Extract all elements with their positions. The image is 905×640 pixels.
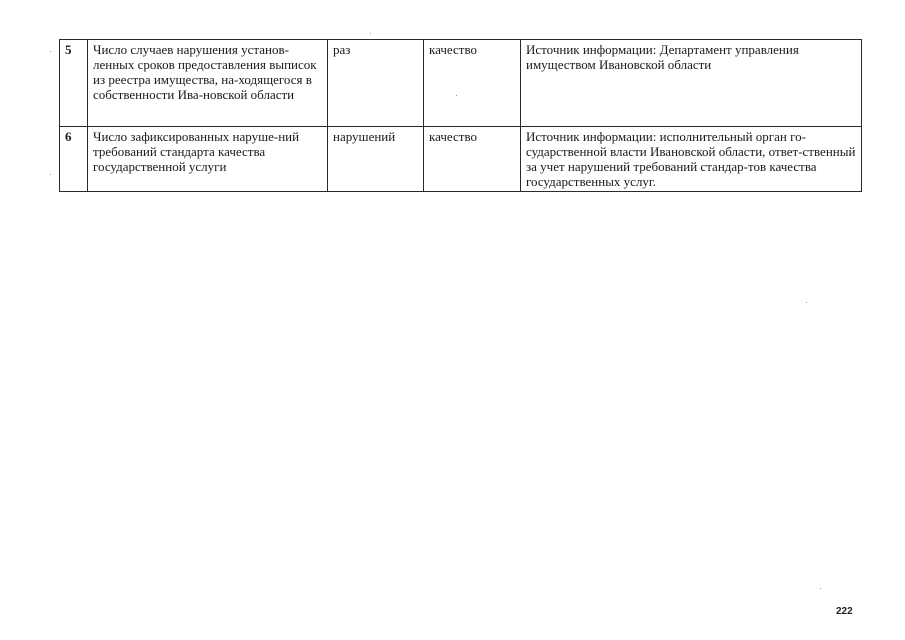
indicator-name: Число зафиксированных наруше-ний требований стандарта качества государственной услуги [88, 127, 328, 192]
scan-speck [370, 33, 371, 34]
indicator-source: Источник информации: исполнительный орган го-сударственной власти Ивановской области, ответ-ственный за учет нарушений требований стандар-тов качества государственных услуг. [521, 127, 862, 192]
indicator-type: качество [424, 40, 521, 127]
scan-speck [50, 51, 51, 52]
indicator-name: Число случаев нарушения установ-ленных сроков предоставления выписок из реестра имущества, на-ходящегося в собственности Ива-новской области [88, 40, 328, 127]
scan-speck [820, 588, 821, 589]
row-number: 5 [60, 40, 88, 127]
indicator-type: качество [424, 127, 521, 192]
indicator-unit: раз [328, 40, 424, 127]
scan-speck [50, 174, 51, 175]
scan-speck [456, 95, 457, 96]
scan-speck [806, 302, 807, 303]
row-number: 6 [60, 127, 88, 192]
indicator-source: Источник информации: Департамент управления имуществом Ивановской области [521, 40, 862, 127]
page-number: 222 [836, 606, 853, 617]
table-row [60, 127, 862, 192]
indicators-table [59, 39, 862, 192]
indicator-unit: нарушений [328, 127, 424, 192]
table-row [60, 40, 862, 127]
